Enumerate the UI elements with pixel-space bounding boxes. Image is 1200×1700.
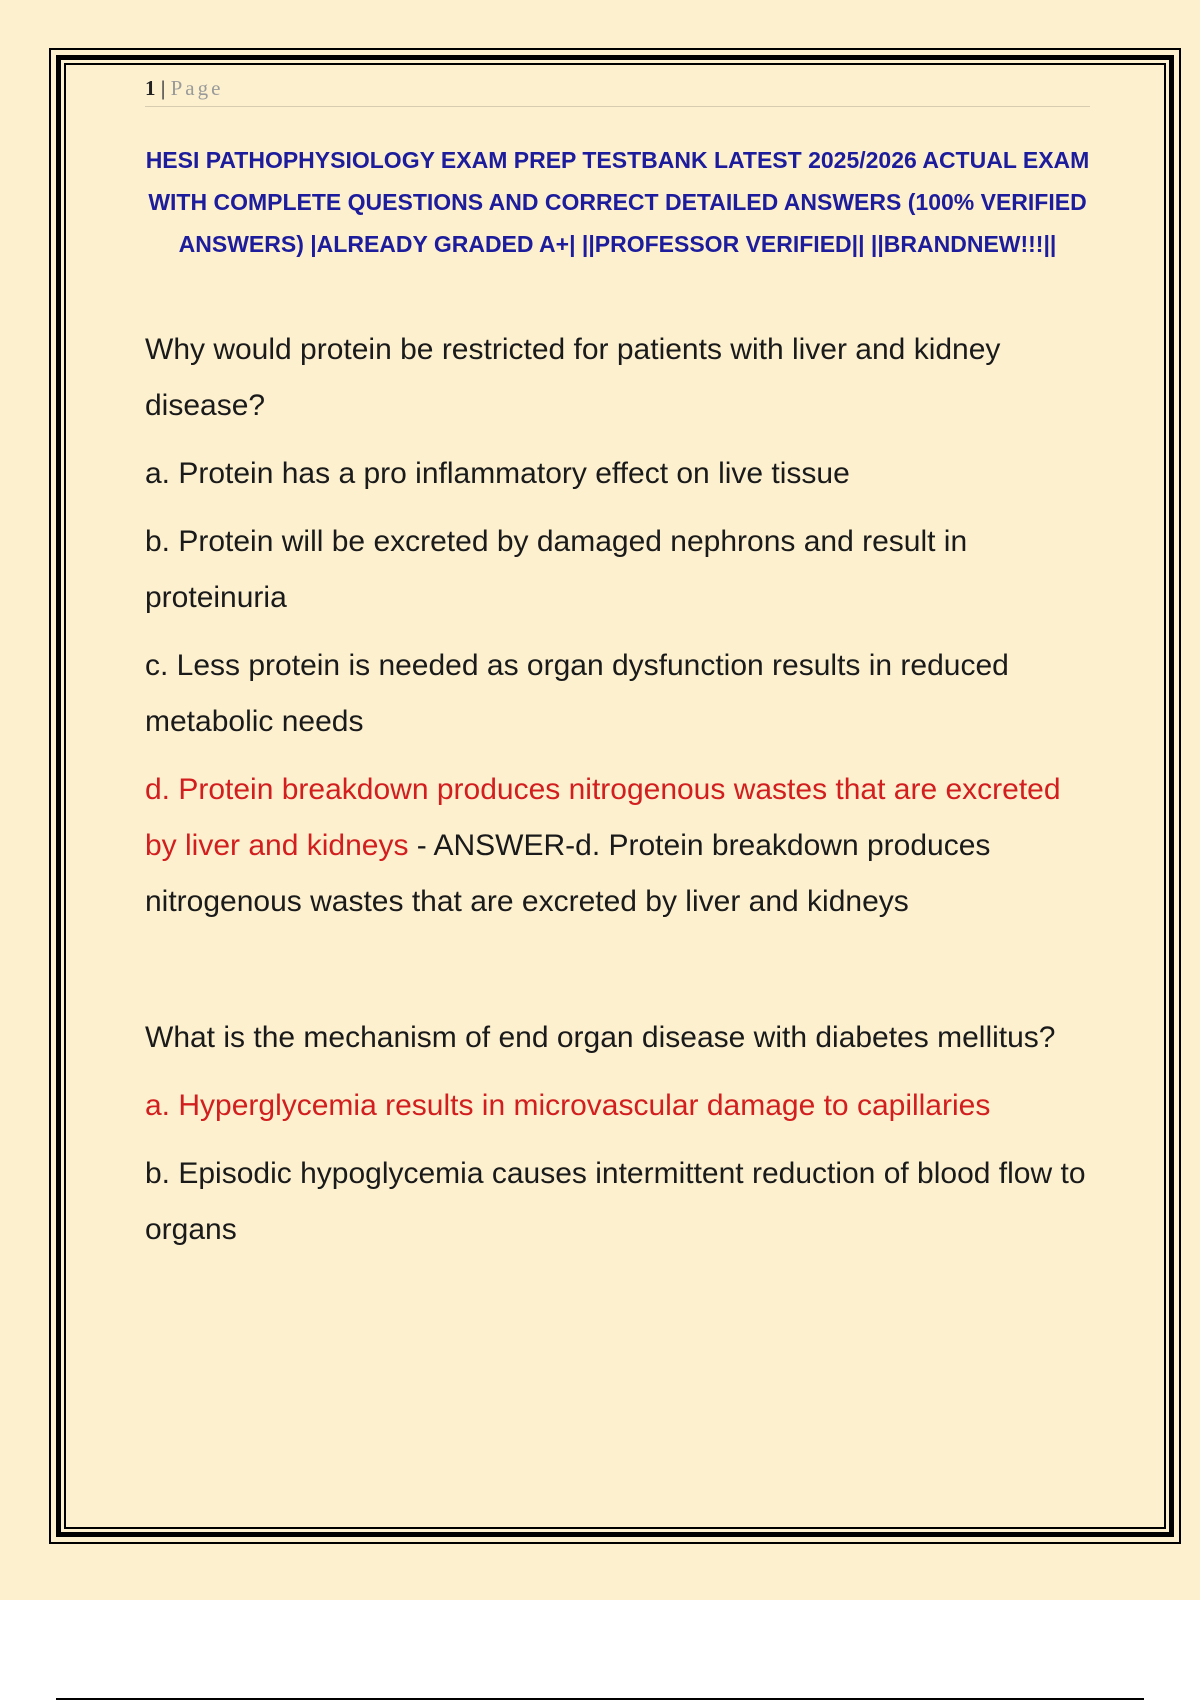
question-1-correct-option: d. Protein breakdown produces nitrogenous wastes that are excreted by liver and kidneys [145, 773, 1061, 862]
page-label: Page [170, 76, 224, 100]
question-1-text: Why would protein be restricted for patients with liver and kidney disease? [145, 333, 1001, 422]
spacer [145, 930, 1090, 1010]
question-1-option-a: a. Protein has a pro inflammatory effect on live tissue [145, 457, 850, 490]
question-2-option-b: b. Episodic hypoglycemia causes intermittent reduction of blood flow to organs [145, 1157, 1086, 1246]
question-1-option-d-with-answer [145, 762, 1090, 930]
page-header [145, 74, 1090, 107]
document-title: HESI PATHOPHYSIOLOGY EXAM PREP TESTBANK LATEST 2025/2026 ACTUAL EXAM WITH COMPLETE QUESTIONS AND CORRECT DETAILED ANSWERS (100% VERIFIED ANSWERS) |ALREADY GRADED A+| ||PROFESSOR VERIFIED|| ||BRANDNEW!!!|| [145, 147, 1090, 257]
question-1-option-c: c. Less protein is needed as organ dysfunction results in reduced metabolic needs [145, 649, 1009, 738]
question-2-text: What is the mechanism of end organ disease with diabetes mellitus? [145, 1021, 1056, 1054]
document-body [145, 322, 1090, 1258]
header-separator: | [160, 76, 166, 100]
question-1-option-b: b. Protein will be excreted by damaged nephrons and result in proteinuria [145, 525, 968, 614]
question-2-option-a: a. Hyperglycemia results in microvascular damage to capillaries [145, 1089, 991, 1122]
page-number: 1 [145, 76, 156, 100]
question-1-answer: - ANSWER-d. Protein breakdown produces nitrogenous wastes that are excreted by liver and kidneys [145, 829, 991, 918]
